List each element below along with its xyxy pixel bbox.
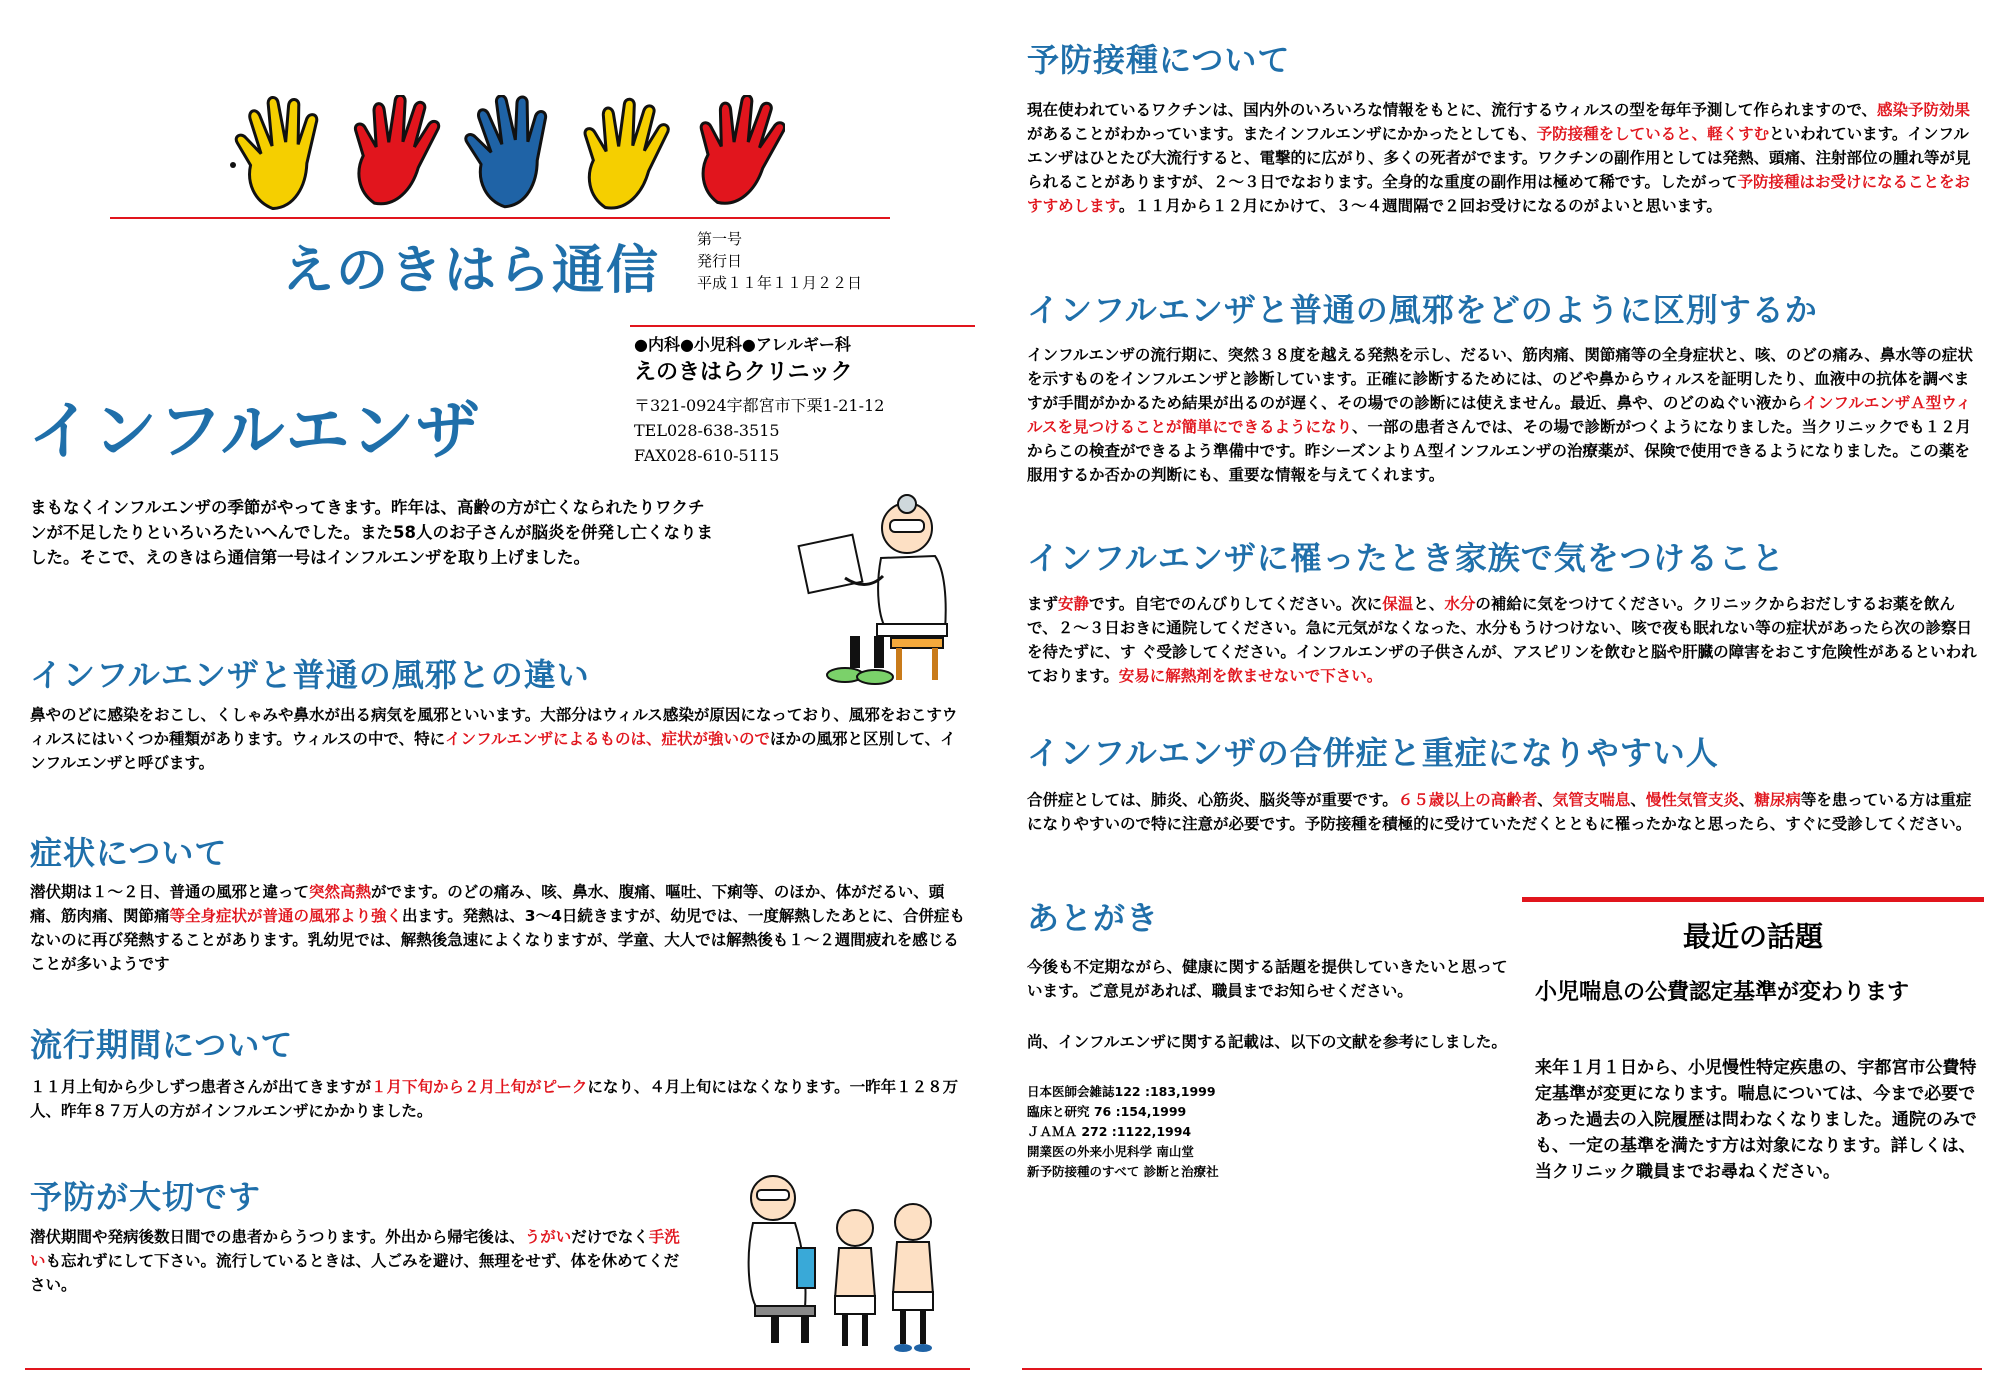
hand-print-red-icon [691,95,785,210]
text-segment: 潜伏期は１～２日、普通の風邪と違って [30,883,310,901]
highlight-text: 気管支喘息 [1552,791,1631,809]
section-body-distinguish [1027,343,1977,487]
text-segment: になり、４月上旬にはなくなります。一昨年１２８万人、昨年８７万人の方がインフルエンザにかかりました。 [30,1078,959,1120]
text-segment: 、 [1738,791,1755,809]
section-title-prevention: 予防が大切です [30,1178,262,1216]
clinic-address: 〒321-0924宇都宮市下栗1-21-12 [634,396,885,415]
section-body-vaccine [1027,98,1977,218]
highlight-text: 慢性気管支炎 [1645,791,1739,809]
reference-item: 日本医師会雑誌122 :183,1999 [1027,1084,1216,1099]
section-title-difference: インフルエンザと普通の風邪との違い [30,656,590,694]
section-title-symptoms: 症状について [30,834,228,872]
clinic-fax: FAX028-610-5115 [634,446,780,465]
section-body-period [30,1075,965,1123]
topics-title: 最近の話題 [1682,920,1823,953]
reference-item: 開業医の外来小児科学 南山堂 [1027,1144,1194,1159]
issue-number: 第一号 [697,230,743,248]
text-segment: の補給に気をつけてください。クリニックからおだしするお薬を飲んで、２～３日おきに通院してください。急に元気がなくなった、水分もうけつけない、咳で夜も眠れない等の症状があったら次の診察日を待たずに、す ぐ受診してください。インフルエンザの子供さんが、アスピリンを飲むと脳や肝臓の障害をおこす危険性があるといわれております。 [1027,595,1977,685]
topics-subtitle: 小児喘息の公費認定基準が変わります [1535,980,1910,1005]
section-body-prevention [30,1225,690,1297]
hand-print-yellow-icon [579,96,671,210]
hand-prints-decoration [225,95,785,210]
text-segment: 現在使われているワクチンは、国内外のいろいろな情報をもとに、流行するウィルスの型を毎年予測して作られますので、 [1027,101,1878,119]
newsletter-title: えのきはら通信 [282,241,661,301]
section-title-afterword: あとがき [1027,899,1160,937]
text-segment: 。１１月から１２月にかけて、３～４週間隔で２回お受けになるのがよいと思います。 [1118,197,1722,215]
section-body-symptoms [30,880,965,976]
left-footer-rule [25,1368,970,1370]
text-segment: がでます。のどの痛み、咳、鼻水、腹痛、嘔吐、下痢等、のほか、体がだるい、頭痛、筋肉痛、関節痛 [30,883,945,925]
highlight-text: 突然高熱 [309,883,372,901]
hand-print-blue-icon [459,95,560,210]
intro-paragraph: まもなくインフルエンザの季節がやってきます。昨年は、高齢の方が亡くなられたりワクチンが不足したりといろいろたいへんでした。また58人のお子さんが脳炎を併発し亡くなりました。そこで、えのきはら通信第一号はインフルエンザを取り上げました。 [30,498,713,567]
highlight-text: 予防接種はお受けになることをおすすめします [1027,173,1971,215]
topics-rule [1522,897,1984,902]
section-title-period: 流行期間について [30,1026,294,1064]
topics-body: 来年１月１日から、小児慢性特定疾患の、宇都宮市公費特定基準が変更になります。喘息については、今まで必要であった過去の入院履歴は問わなくなりました。通院のみでも、一定の基準を満たす方は対象になります。詳しくは、当クリニック職員までお尋ねください。 [1535,1058,1977,1182]
text-segment: も忘れずにして下さい。流行しているときは、人ごみを避け、無理をせず、体を休めてください。 [30,1252,680,1294]
text-segment: インフルエンザの流行期に、突然３８度を越える発熱を示し、だるい、筋肉痛、関節痛等の全身症状と、咳、のどの痛み、鼻水等の症状を示すものをインフルエンザと診断しています。正確に診断するためには、のどや鼻からウィルスを証明したり、血液中の抗体を調べますが手間がかかるため結果が出るのが遅く、その場での診断には使えません。最近、鼻や、のどのぬぐい液から [1027,346,1973,412]
section-title-family: インフルエンザに罹ったとき家族で気をつけること [1027,539,1785,577]
highlight-text: 安易に解熱剤を飲ませないで下さい。 [1118,667,1383,685]
highlight-text: インフルエンザＡ型ウィルスを見つけることが簡単にできるようになり [1027,394,1972,436]
highlight-text: インフルエンザによるものは、症状が強いので [445,730,770,748]
doctor-examining-children-illustration [735,1168,945,1358]
highlight-text: 手洗い [30,1228,680,1270]
highlight-text: 感染予防効果 [1877,101,1971,119]
main-title: インフルエンザ [28,395,481,469]
text-segment: です。自宅でのんびりしてください。次に [1089,595,1383,613]
issue-info [697,228,862,294]
highlight-text: １月下旬から２月上旬がピーク [371,1078,588,1096]
clinic-name: えのきはらクリニック [634,360,853,385]
highlight-text: 水分 [1444,595,1476,613]
reference-item: 臨床と研究 76 :154,1999 [1027,1104,1187,1119]
afterword-paragraph-2: 尚、インフルエンザに関する記載は、以下の文献を参考にしました。 [1027,1033,1507,1051]
highlight-text: 予防接種をしていると、軽くすむ [1536,125,1770,143]
hand-print-red-icon [348,95,442,209]
highlight-text: 安静 [1058,595,1090,613]
text-segment: 合併症としては、肺炎、心筋炎、脳炎等が重要です。 [1027,791,1398,809]
highlight-text: 等全身症状が普通の風邪より強く [169,907,403,925]
highlight-text: うがい [524,1228,572,1246]
reference-item: ＪＡＭＡ 272 :1122,1994 [1027,1124,1192,1139]
section-title-distinguish: インフルエンザと普通の風邪をどのように区別するか [1027,291,1818,329]
text-segment: があることがわかっています。またインフルエンザにかかったとしても、 [1027,125,1537,143]
hand-print-yellow-icon [231,95,328,210]
text-segment: 潜伏期間や発病後数日間での患者からうつります。外出から帰宅後は、 [30,1228,525,1246]
reference-item: 新予防接種のすべて 診断と治療社 [1027,1164,1219,1179]
clinic-info [634,333,884,468]
text-segment: ほかの風邪と区別して、インフルエンザと呼びます。 [30,730,956,772]
section-title-vaccine: 予防接種について [1027,41,1291,79]
text-segment: 等を患っている方は重症になりやすいので特に注意が必要です。予防接種を積極的に受けていただくとともに罹ったかなと思ったら、すぐに受診してください。 [1027,791,1972,833]
masthead-rule [110,217,890,219]
text-segment: 、一部の患者さんでは、その場で診断がつくようになりました。当クリニックでも１２月からこの検査ができるよう準備中です。昨シーズンよりＡ型インフルエンザの治療薬が、保険で使用できるようになりました。この薬を服用するか否かの判断にも、重要な情報を与えてくれます。 [1027,418,1972,484]
issued-label: 発行日 [697,252,743,270]
section-body-complications [1027,788,1977,836]
clinic-departments: ●内科●小児科●アレルギー科 [634,335,851,354]
text-segment: だけでなく [571,1228,649,1246]
highlight-text: 糖尿病 [1754,791,1801,809]
section-body-family [1027,592,1977,688]
clinic-rule [630,325,975,327]
text-segment: と、 [1413,595,1445,613]
highlight-text: 保温 [1382,595,1414,613]
highlight-text: ６５歳以上の高齢者 [1397,791,1538,809]
issued-date: 平成１１年１１月２２日 [697,274,863,292]
right-footer-rule [1022,1368,1982,1370]
text-segment: 、 [1537,791,1553,809]
afterword-paragraph-1: 今後も不定期ながら、健康に関する話題を提供していきたいと思っています。ご意見があれば、職員までお知らせください。 [1027,958,1508,1000]
section-title-complications: インフルエンザの合併症と重症になりやすい人 [1027,734,1719,772]
text-segment: まず [1027,595,1059,613]
clinic-tel: TEL028-638-3515 [634,421,780,440]
text-segment: 、 [1630,791,1646,809]
section-body-difference [30,703,965,775]
doctor-with-clipboard-illustration [795,490,965,690]
reference-list [1027,1082,1219,1182]
text-segment: 鼻やのどに感染をおこし、くしゃみや鼻水が出る病気を風邪といいます。大部分はウィルス感染が原因になっており、風邪をおこすウィルスにはいくつか種類があります。ウィルスの中で、特に [30,706,958,748]
text-segment: １１月上旬から少しずつ患者さんが出てきますが [30,1078,372,1096]
text-segment: 出ます。発熱は、3～4日続きますが、幼児では、一度解熱したあとに、合併症もないのに再び発熱することがあります。乳幼児では、解熱後急速によくなりますが、学童、大人では解熱後も１～２週間疲れを感じることが多いようです [30,907,965,973]
text-segment: といわれています。インフルエンザはひとたび大流行すると、電撃的に広がり、多くの死者がでます。ワクチンの副作用としては発熱、頭痛、注射部位の腫れ等が見られることがありますが、２～３日でなおります。全身的な重度の副作用は極めて稀です。したがって [1027,125,1971,191]
